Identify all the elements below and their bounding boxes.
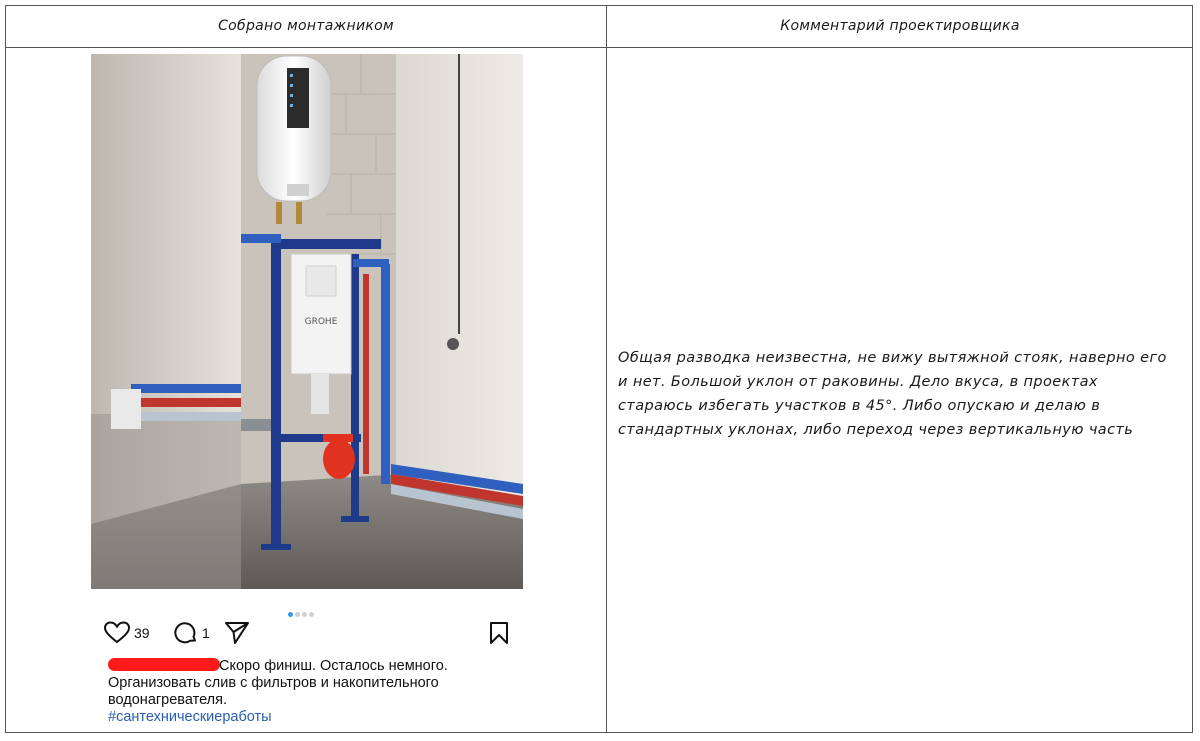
column-divider [606,6,607,732]
grohe-logo: GROHE [304,317,338,327]
share-button[interactable] [224,620,250,646]
comment-bubble-icon [174,621,198,645]
table-header-row [6,6,1192,48]
designer-comment-text: Общая разводка неизвестна, не вижу вытяжной стояк, наверно его и нет. Большой уклон от раковины. Дело вкуса, в проектах стараюсь избегать участков в 45°. Либо опускаю и делаю в стандартных уклонах, либо переход через вертикальную часть [618,350,1167,438]
save-button[interactable] [488,620,510,646]
caption-line-3: водонагревателя. [108,692,227,708]
bookmark-icon [488,621,510,645]
installation-photo [91,54,523,589]
carousel-dot[interactable] [295,612,300,617]
carousel-dot-active[interactable] [288,612,293,617]
carousel-dot[interactable] [302,612,307,617]
header-installer: Собрано монтажником [218,18,394,34]
installation-photo-illustration [91,54,523,589]
caption-line-1: Скоро финиш. Осталось немного. [219,658,448,674]
caption-line-2: Организовать слив с фильтров и накопительного [108,675,439,691]
carousel-dots [288,602,316,610]
hashtag-link[interactable]: #сантехническиеработы [108,709,272,725]
heart-icon [104,621,130,645]
post-action-bar [104,620,516,650]
likes-count: 39 [134,625,150,641]
like-button[interactable] [104,620,150,646]
comment-button[interactable] [174,620,210,646]
header-designer-comment: Комментарий проектировщика [780,18,1020,34]
carousel-dot[interactable] [309,612,314,617]
redacted-username [108,658,220,671]
comparison-table [5,5,1193,733]
post-caption [108,658,488,726]
comments-count: 1 [202,625,210,641]
paper-plane-icon [224,621,250,645]
